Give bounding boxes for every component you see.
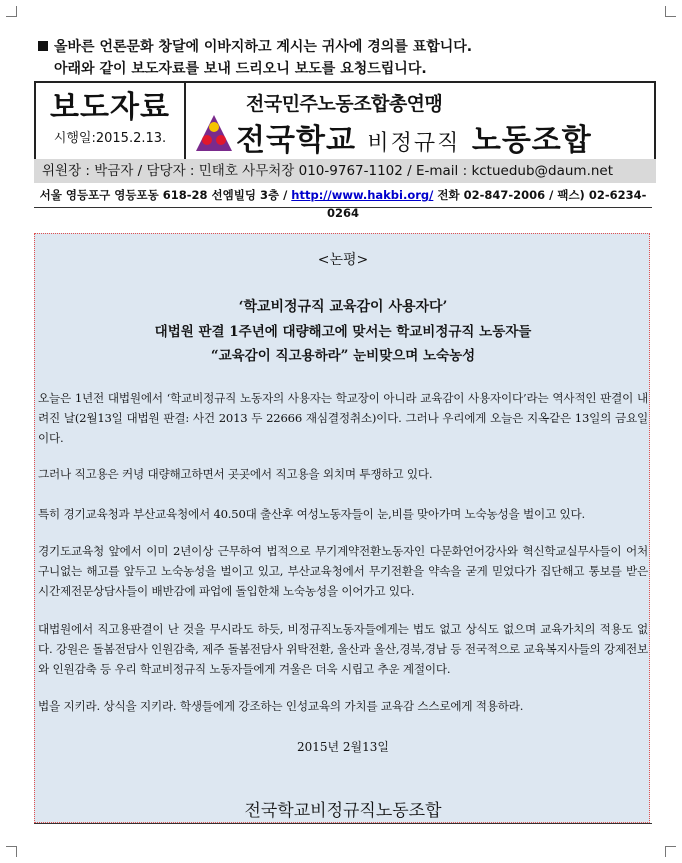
- square-bullet-icon: [38, 41, 48, 51]
- paragraph: 법을 지키라. 상식을 지키라. 학생들에게 강조하는 인성교육의 가치를 교육감 스스로에게 적용하라.: [38, 699, 524, 713]
- phone-fax-text: 전화 02-847-2006 / 팩스) 02-6234-0264: [326, 188, 647, 220]
- union-logo-icon: [194, 113, 234, 153]
- page-corner-mark: [6, 6, 17, 17]
- paragraph: 대법원에서 직고용판결이 난 것을 무시라도 하듯, 비정규직노동자들에게는 법도 없고 상식도 없으며 교육가치의 적용도 없다. 강원은 돌봄전담사 인원감축, 제주 돌봄전담사 위탁전환, 울산과 울산,경북,경남 등 전국적으로 교육복지사들의 강제전보와 인원감축 등 우리 학교비정규직 노동자들에게 겨울은 더욱 시립고 추운 계절이다.: [38, 622, 648, 676]
- paragraph: 경기도교육청 앞에서 이미 2년이상 근무하여 법적으로 무기계약전환노동자인 다문화언어강사와 혁신학교실무사들이 어처구니없는 해고를 앞두고 노숙농성을 벌이고 있고, 부산교육청에서 무기전환을 약속을 굳게 믿었다가 집단해고 통보를 받은 시간제전문상담사들이 배반감에 파업에 돌입한채 노숙농성을 이어가고 있다.: [38, 544, 648, 598]
- contact-bar: 위원장 : 박금자 / 담당자 : 민태호 사무처장 010-9767-1102 / E-mail : kctuedub@daum.net: [34, 159, 656, 183]
- federation-name: 전국민주노동조합총연맹: [246, 93, 443, 115]
- page-corner-mark: [6, 846, 17, 857]
- intro-block: [38, 36, 472, 80]
- intro-line-1: [38, 36, 472, 58]
- address-text: 서울 영등포구 영등포동 618-28 선엠빌딩 3층 /: [39, 188, 292, 202]
- website-link[interactable]: http://www.hakbi.org/: [291, 188, 434, 202]
- page-corner-mark: [665, 846, 676, 857]
- header-title-box: [36, 83, 186, 159]
- article-box: [34, 233, 650, 823]
- paragraph: 그러나 직고용은 커녕 대량해고하면서 곳곳에서 직고용을 외치며 투쟁하고 있다.: [38, 467, 433, 481]
- union-name-main: 전국학교: [236, 123, 356, 158]
- header-title: 보도자료: [50, 90, 170, 125]
- article-subhead-2: “교육감이 직고용하라” 눈비맞으며 노숙농성: [210, 348, 476, 364]
- article-date: 2015년 2월13일: [296, 740, 390, 754]
- divider: [34, 823, 652, 824]
- header-date: 시행일:2015.2.13.: [53, 131, 167, 146]
- union-banner: [186, 83, 654, 159]
- article-signature: 전국학교비정규직노동조합: [244, 801, 442, 821]
- union-name-end: 노동조합: [471, 123, 592, 158]
- address-line: [34, 186, 652, 222]
- intro-line-2: 아래와 같이 보도자료를 보내 드리오니 보도를 요청드립니다.: [54, 61, 427, 77]
- article-label: <논평>: [317, 252, 369, 268]
- paragraph: 특히 경기교육청과 부산교육청에서 40.50대 출산후 여성노동자들이 눈,비를 맞아가며 노숙농성을 벌이고 있다.: [38, 507, 585, 521]
- union-name: [236, 115, 592, 159]
- press-release-header: [34, 81, 656, 161]
- union-name-mid: 비정규직: [367, 131, 461, 156]
- article-subhead-1: 대법원 판결 1주년에 대량해고에 맞서는 학교비정규직 노동자들: [154, 324, 532, 340]
- intro-text-1: 올바른 언론문화 창달에 이바지하고 계시는 귀사에 경의를 표합니다.: [54, 39, 473, 55]
- article-headline: ‘학교비정규직 교육감이 사용자다’: [238, 299, 448, 315]
- paragraph: 오늘은 1년전 대법원에서 ‘학교비정규직 노동자의 사용자는 학교장이 아니라 교육감이 사용자이다’라는 역사적인 판결이 내려진 날(2월13일 대법원 판결: 사건 2013 두 22666 재심결정취소)이다. 그러나 우리에게 오늘은 지옥같은 13일의 금요일이다.: [38, 391, 648, 445]
- page-corner-mark: [665, 6, 676, 17]
- divider: [34, 207, 652, 208]
